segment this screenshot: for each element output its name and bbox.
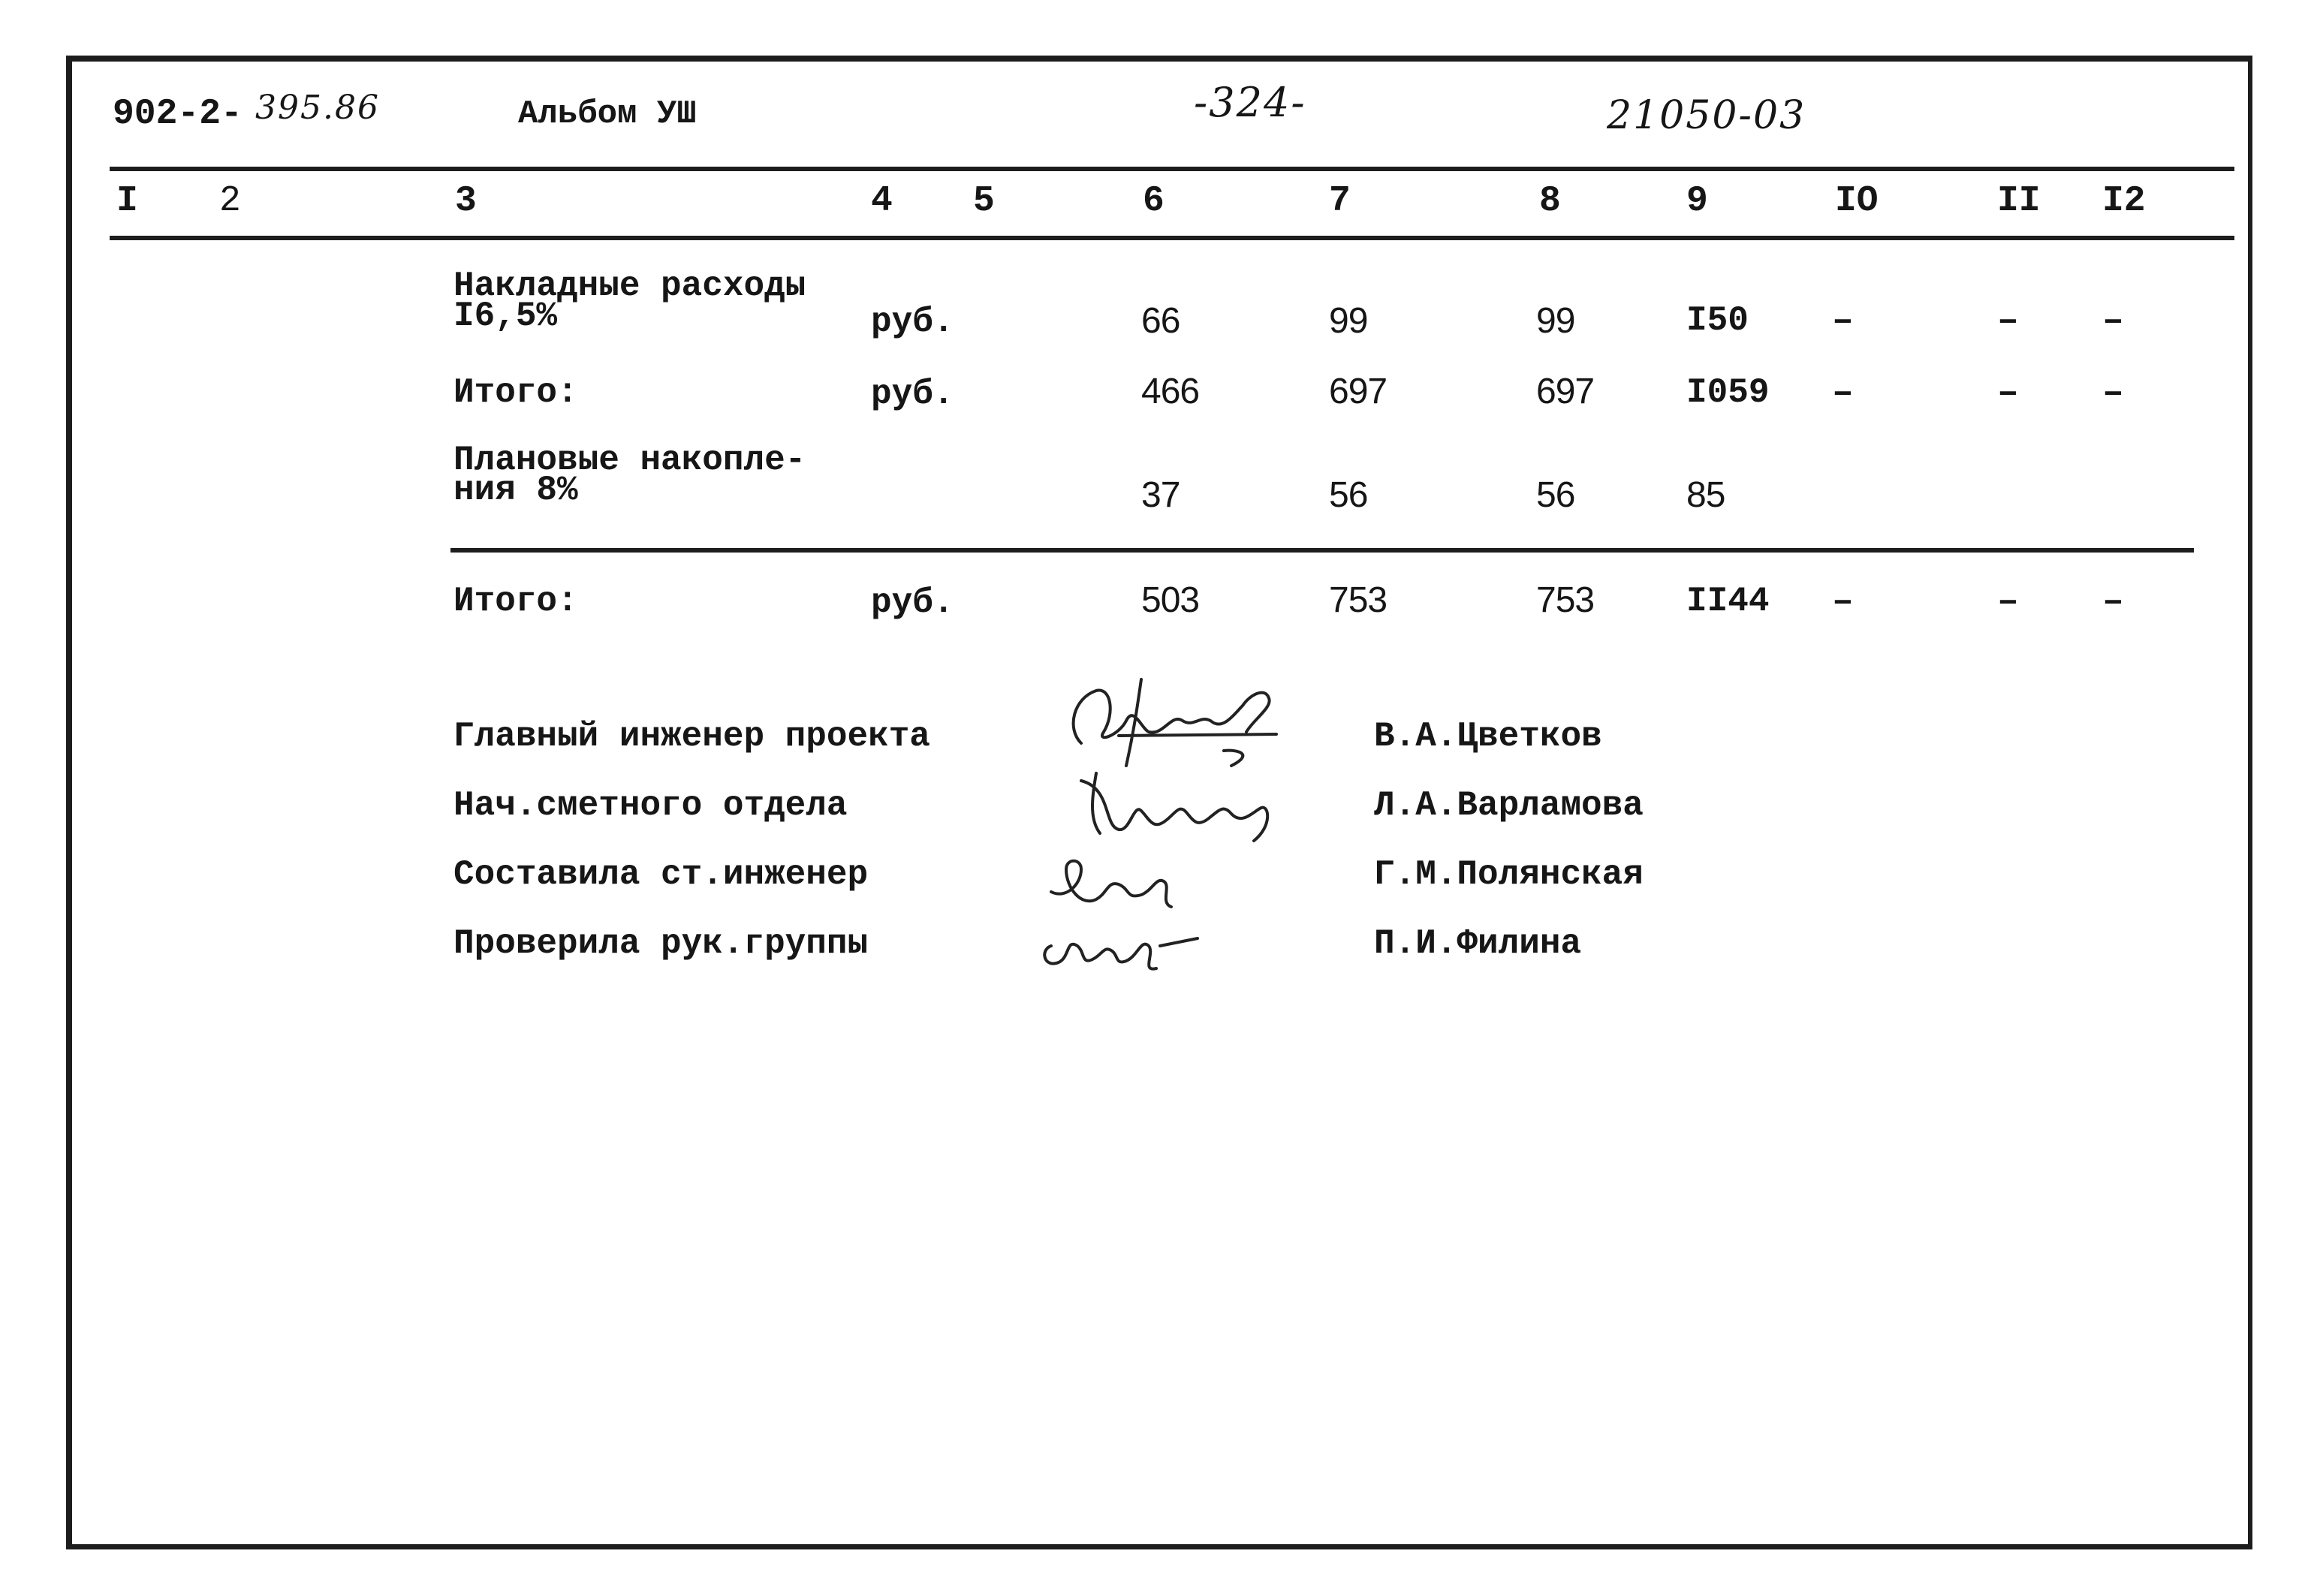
signatory-3-position: Составила ст.инженер (453, 855, 869, 894)
header-rule (110, 167, 2234, 171)
row-1-col-6: 66 (1141, 301, 1180, 341)
row-2-col-6: 466 (1141, 372, 1200, 411)
col-header-12: I2 (2102, 181, 2146, 221)
row-4-col-8: 753 (1536, 580, 1595, 620)
col-header-6: 6 (1143, 181, 1165, 221)
row-3-col-8: 56 (1536, 475, 1575, 515)
col-header-7: 7 (1329, 181, 1351, 221)
row-2-col-7: 697 (1329, 372, 1388, 411)
row-2-col-10: – (1832, 373, 1854, 414)
total-rule (450, 548, 2194, 553)
row-4-col-10: – (1832, 582, 1854, 622)
signature-2-image (1066, 758, 1291, 856)
row-4-col-9: II44 (1686, 582, 1770, 621)
row-2-col-8: 697 (1536, 372, 1595, 411)
col-header-5: 5 (973, 181, 995, 221)
row-1-col-9: I50 (1686, 301, 1749, 340)
row-4-col-6: 503 (1141, 580, 1200, 620)
signatory-4-position: Проверила рук.группы (453, 924, 869, 963)
col-header-3: 3 (455, 181, 477, 221)
row-3-col-7: 56 (1329, 475, 1368, 515)
row-1-label-line2: I6,5% (453, 297, 558, 336)
album-title: Альбом УШ (518, 95, 697, 133)
row-3-col-9: 85 (1686, 475, 1725, 515)
row-1-col-11: – (1997, 301, 2019, 342)
row-1-col-8: 99 (1536, 301, 1575, 341)
signatory-2-name: Л.А.Варламова (1374, 786, 1644, 825)
doc-code-handwritten: 395.86 (255, 89, 380, 127)
signatory-2-position: Нач.сметного отдела (453, 786, 848, 825)
page-number: -324- (1194, 79, 1306, 126)
col-header-10: IO (1835, 181, 1879, 221)
signatory-1-name: В.А.Цветков (1374, 717, 1602, 756)
col-header-4: 4 (871, 181, 893, 221)
col-header-2: 2 (219, 181, 241, 221)
columns-rule (110, 236, 2234, 240)
row-4-unit: руб. (871, 583, 954, 622)
col-header-8: 8 (1539, 181, 1561, 221)
col-header-1: I (116, 181, 138, 221)
row-1-col-10: – (1832, 301, 1854, 342)
row-1-unit: руб. (871, 303, 954, 342)
row-2-unit: руб. (871, 375, 954, 414)
col-header-11: II (1997, 181, 2041, 221)
row-4-col-11: – (1997, 582, 2019, 622)
row-2-label: Итого: (453, 373, 578, 412)
signature-1-image (1051, 661, 1306, 773)
row-2-col-12: – (2102, 373, 2124, 414)
signature-4-image (1029, 916, 1224, 983)
row-2-col-11: – (1997, 373, 2019, 414)
row-3-label-line1: Плановые накопле- (453, 441, 806, 480)
row-3-col-6: 37 (1141, 475, 1180, 515)
row-1-col-12: – (2102, 301, 2124, 342)
signatory-4-name: П.И.Филина (1374, 924, 1582, 963)
signatory-3-name: Г.М.Полянская (1374, 855, 1644, 894)
signature-3-image (1036, 847, 1216, 914)
row-2-col-9: I059 (1686, 373, 1770, 412)
estimate-code: 21050-03 (1607, 93, 1806, 138)
row-4-col-7: 753 (1329, 580, 1388, 620)
row-4-col-12: – (2102, 582, 2124, 622)
row-4-label: Итого: (453, 582, 578, 621)
col-header-9: 9 (1686, 181, 1708, 221)
doc-code: 902-2- (113, 94, 243, 134)
signatory-1-position: Главный инженер проекта (453, 717, 930, 756)
row-1-label-line1: Накладные расходы (453, 267, 806, 306)
row-1-col-7: 99 (1329, 301, 1368, 341)
row-3-label-line2: ния 8% (453, 471, 578, 510)
